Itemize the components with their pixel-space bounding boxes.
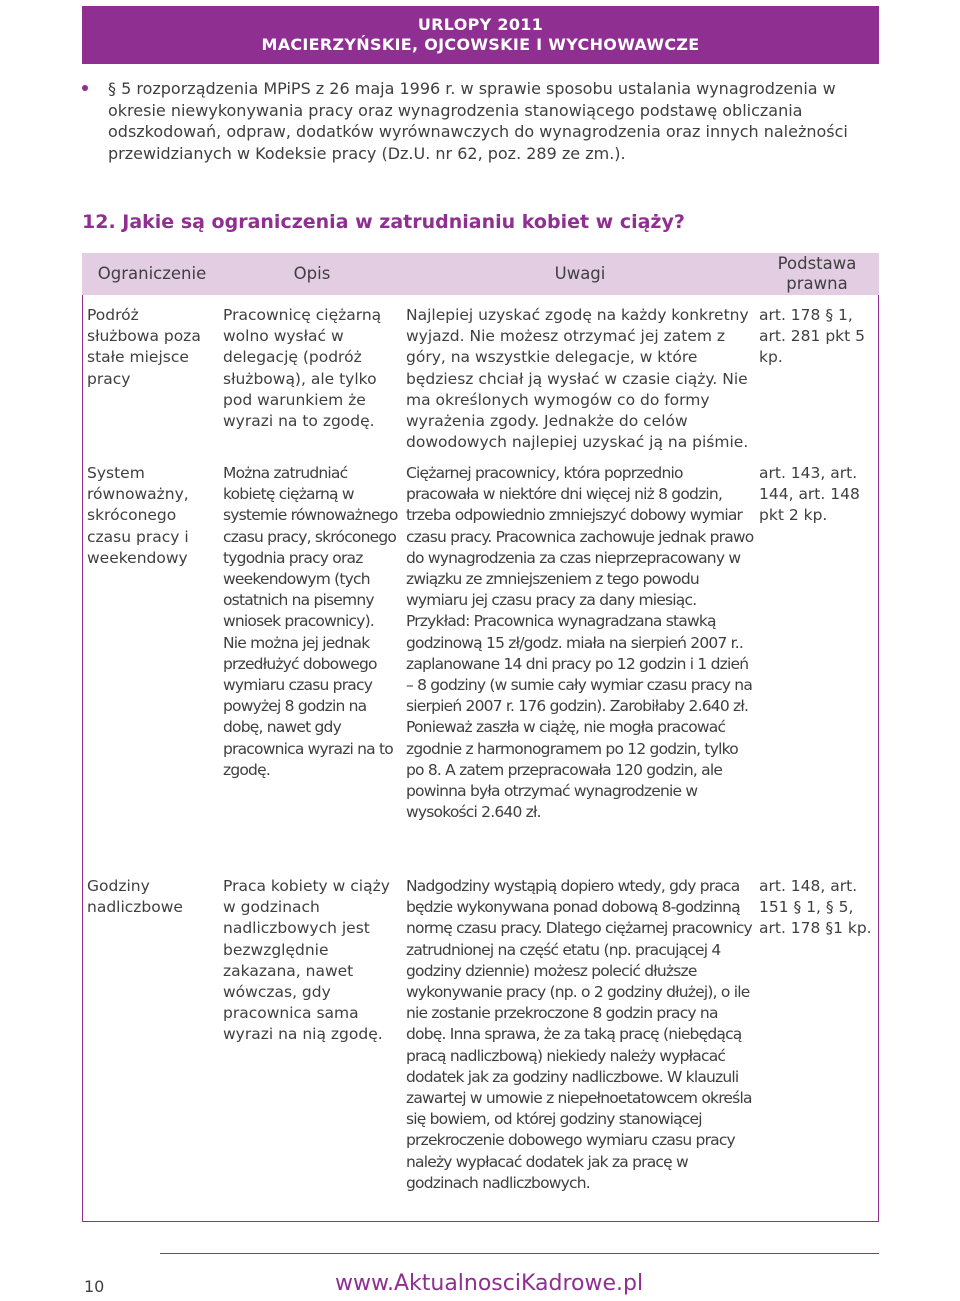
table-cell-limit: System równoważny, skróconego czasu pracy i weekendowy — [87, 464, 189, 567]
footer-divider — [160, 1253, 879, 1254]
table-cell-desc: Pracownicę ciężarną wolno wysłać w delegację (podróż służbową), ale tylko pod warunkiem że wyrazi na to zgodę. — [223, 306, 382, 431]
table-cell-limit: Godziny nadliczbowe — [87, 877, 183, 917]
table-cell-basis: art. 148, art. 151 § 1, § 5, art. 178 §1 kp. — [759, 877, 872, 938]
table-cell-notes: Najlepiej uzyskać zgodę na każdy konkretny wyjazd. Nie możesz otrzymać jej zatem z góry, na wszystkie delegacje, w które będziesz chciał ją wysłać w czasie ciąży. Nie ma określonych wymogów co do formy wyrażenia zgody. Jednakże do celów dowodowych najlepiej uzyskać ją na piśmie. — [406, 306, 749, 452]
header-title: URLOPY 2011 — [417, 15, 544, 34]
table-cell-desc: Praca kobiety w ciąży w godzinach nadliczbowych jest bezwzględnie zakazana, nawet wówczas, gdy pracownica sama wyrazi na nią zgodę. — [223, 877, 390, 1044]
page-number: 10 — [84, 1277, 105, 1296]
header-subtitle: MACIERZYŃSKIE, OJCOWSKIE I WYCHOWAWCZE — [261, 35, 700, 54]
header-limit: Ograniczenie — [97, 264, 207, 283]
table-cell-notes: Ciężarnej pracownicy, która poprzednio pracowała w niektóre dni więcej niż 8 godzin, trzeba odpowiednio zmniejszyć dobowy wymiar czasu pracy. Pracownica zachowuje jednak prawo do wynagrodzenia za czas nieprzepracowany w związku ze zmniejszeniem z tego powodu wymiaru jej czasu pracy za dany miesiąc. Przykład: Pracownica wynagradzana stawką godzinową 15 zł/godz. miała na sierpień 2007 r.. zaplanowane 14 dni pracy po 12 godzin i 1 dzień – 8 godziny (w sumie cały wymiar czasu pracy na sierpień 2007 r. 176 godzin). Zarobiłaby 2.640 zł. Ponieważ zaszła w ciążę, nie mogła pracować zgodnie z harmonogramem po 12 godzin, tylko po 8. A zatem przepracowała 120 godzin, ale powinna była otrzymać wynagrodzenie w wysokości 2.640 zł. — [406, 464, 754, 822]
footer-website-link[interactable]: www.AktualnosciKadrowe.pl — [335, 1271, 644, 1296]
section-question: 12. Jakie są ograniczenia w zatrudnianiu kobiet w ciąży? — [82, 211, 685, 233]
bullet-icon — [82, 85, 88, 91]
page-header-banner — [82, 6, 879, 64]
table-cell-notes: Nadgodziny wystąpią dopiero wtedy, gdy praca będzie wykonywana ponad dobową 8-godzinną normę czasu pracy. Dlatego ciężarnej pracownicy zatrudnionej na część etatu (np. pracującej 4 godziny dziennie) możesz polecić dłuższe wykonywanie pracy (np. o 2 godziny dłużej), o ile nie zostanie przekroczone 8 godzin pracy na dobę. Inna sprawa, że za taką pracę (niebędącą pracą nadliczbową) niekiedy należy wypłacać dodatek jak za godziny nadliczbowe. W klauzuli zawartej w umowie z niepełnoetatowcem określa się bowiem, od której godziny stanowiącej przekroczenie dobowego wymiaru czasu pracy należy wypłacać dodatek jak za pracę w godzinach nadliczbowych. — [406, 877, 752, 1192]
intro-text: § 5 rozporządzenia MPiPS z 26 maja 1996 r. w sprawie sposobu ustalania wynagrodzenia w okresie niewykonywania pracy oraz wynagrodzenia stanowiącego podstawę obliczania odszkodowań, odpraw, dodatków wyrównawczych do wynagrodzenia oraz innych należności przewidzianych w Kodeksie pracy (Dz.U. nr 62, poz. 289 ze zm.). — [108, 79, 848, 163]
table-cell-limit: Podróż służbowa poza stałe miejsce pracy — [87, 306, 201, 388]
header-notes: Uwagi — [554, 264, 606, 283]
table-cell-basis: art. 143, art. 144, art. 148 pkt 2 kp. — [759, 464, 860, 525]
restrictions-table — [82, 253, 879, 1223]
table-cell-basis: art. 178 § 1, art. 281 pkt 5 kp. — [759, 306, 865, 367]
table-body — [82, 295, 879, 1222]
intro-bullet — [82, 78, 882, 164]
header-desc: Opis — [293, 264, 331, 283]
table-cell-desc: Można zatrudniać kobietę ciężarną w systemie równoważnego czasu pracy, skróconego tygodnia pracy oraz weekendowym (tych ostatnich na pisemny wniosek pracownicy). Nie można jej jednak przedłużyć dobowego wymiaru czasu pracy powyżej 8 godzin na dobę, nawet gdy pracownica wyrazi na to zgodę. — [223, 464, 398, 779]
table-header-row — [82, 253, 879, 295]
header-basis: Podstawa prawna — [777, 254, 857, 293]
